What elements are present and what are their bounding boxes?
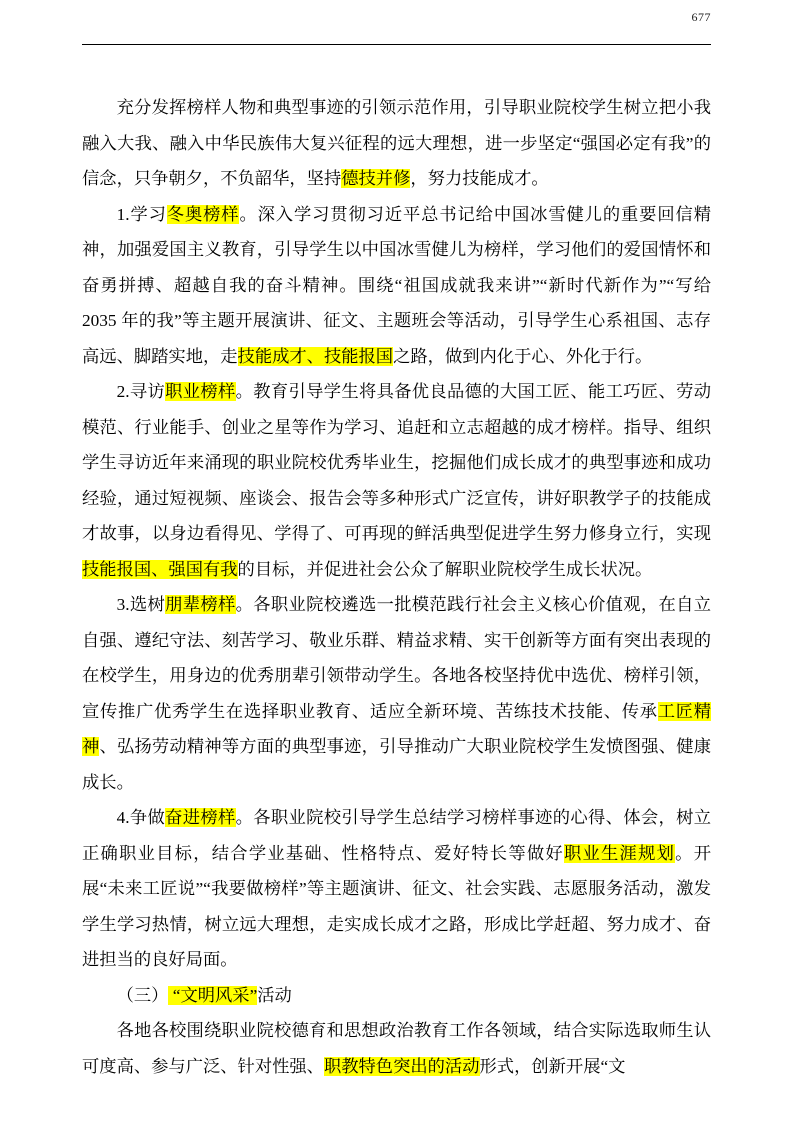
text-run: 。各职业院校遴选一批模范践行社会主义核心价值观，在自立自强、遵纪守法、刻苦学习、敬业乐群、精益求精、实干创新等方面有突出表现的在校学生，用身边的优秀朋辈引领带动学生。各地各校坚持优中选优、榜样引领，宣传推广优秀学生在选择职业教育、适应全新环境、苦练技术技能、传承: [82, 595, 711, 721]
page-number: 677: [691, 10, 711, 24]
highlighted-text: 冬奥榜样: [166, 204, 240, 224]
text-run: 1.学习: [116, 204, 167, 224]
text-run: 3.选树: [116, 595, 166, 614]
highlighted-text: 技能成才、技能报国: [237, 346, 394, 366]
highlighted-text: 朋辈榜样: [165, 595, 236, 614]
paragraph: [82, 197, 711, 375]
highlighted-text: 工匠精神: [82, 701, 711, 756]
document-body: [82, 90, 711, 1084]
paragraph: [82, 90, 711, 197]
highlighted-text: 奋进榜样: [165, 808, 236, 827]
paragraph: [82, 374, 711, 587]
text-run: 活动: [257, 985, 292, 1005]
text-run: 。开展“未来工匠说”“我要做榜样”等主题演讲、征文、社会实践、志愿服务活动，激发学生学习热情，树立远大理想，走实成长成才之路，形成比学赶超、努力成才、奋进担当的良好局面。: [82, 843, 711, 969]
text-run: 4.争做: [116, 808, 166, 827]
text-run: 各地各校围绕职业院校德育和思想政治教育工作各领域，结合实际选取师生认可度高、参与广泛、针对性强、: [82, 1021, 711, 1076]
text-run: 之路，做到内化于心、外化于行。: [393, 346, 653, 366]
text-run: 。教育引导学生将具备优良品德的大国工匠、能工巧匠、劳动模范、行业能手、创业之星等作为学习、追赶和立志超越的成才榜样。指导、组织学生寻访近年来涌现的职业院校优秀毕业生，挖掘他们成长成才的典型事迹和成功经验，通过短视频、座谈会、报告会等多种形式广泛宣传，讲好职教学子的技能成才故事，以身边看得见、学得了、可再现的鲜活典型促进学生努力修身立行，实现: [82, 382, 711, 543]
highlighted-text: “文明风采”: [168, 985, 258, 1005]
text-run: （三）: [116, 985, 169, 1005]
text-run: ，努力技能成才。: [410, 169, 549, 188]
text-run: 的目标，并促进社会公众了解职业院校学生成长状况。: [237, 559, 653, 579]
text-run: 充分发挥榜样人物和典型事迹的引领示范作用，引导职业院校学生树立把小我融入大我、融入中华民族伟大复兴征程的远大理想，进一步坚定“强国必定有我”的信念，只争朝夕，不负韶华，坚持: [82, 98, 711, 188]
text-run: 。深入学习贯彻习近平总书记给中国冰雪健儿的重要回信精神，加强爱国主义教育，引导学生以中国冰雪健儿为榜样，学习他们的爱国情怀和奋勇拼搏、超越自我的奋斗精神。围绕“祖国成就我来讲”“新时代新作为”“写给 2035 年的我”等主题开展演讲、征文、主题班会等活动，引导学生心系祖国、志存高远、脚踏实地，走: [82, 204, 711, 366]
paragraph: [82, 978, 711, 1014]
paragraph: [82, 800, 711, 978]
highlighted-text: 职业生涯规划: [563, 843, 676, 863]
highlighted-text: 职教特色突出的活动: [323, 1056, 480, 1076]
header-divider: [82, 44, 711, 45]
text-run: 形式，创新开展“文: [479, 1056, 626, 1076]
text-run: 2.寻访: [116, 382, 166, 401]
paragraph: [82, 587, 711, 800]
text-run: 。各职业院校引导学生总结学习榜样事迹的心得、体会，树立正确职业目标，结合学业基础、性格特点、爱好特长等做好: [82, 808, 711, 863]
highlighted-text: 职业榜样: [165, 382, 236, 401]
paragraph: [82, 1013, 711, 1084]
highlighted-text: 技能报国、强国有我: [82, 559, 238, 579]
text-run: 、弘扬劳动精神等方面的典型事迹，引导推动广大职业院校学生发愤图强、健康成长。: [82, 737, 711, 792]
highlighted-text: 德技并修: [341, 169, 411, 188]
